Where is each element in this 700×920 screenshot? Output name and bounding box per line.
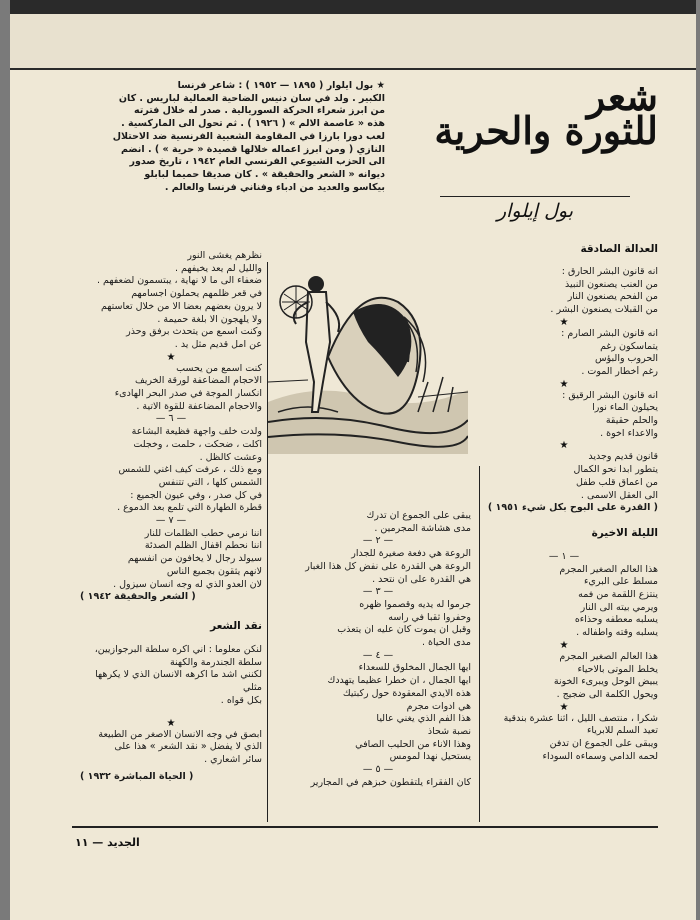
verse-line: هذا الفم الذي يغني عاليا	[376, 713, 471, 725]
title-rule	[440, 196, 630, 197]
title-line1: شعر	[586, 74, 658, 119]
verse-line: مسلط على البريء	[583, 576, 658, 588]
verse-line: سلطة الجندرمة والكهنة	[169, 656, 262, 668]
bio-line: هذه « عاصمة الالم » ( ١٩٢٦ ) . ثم تحول الى الماركسية .	[121, 118, 385, 130]
part-number: — ٦ —	[155, 413, 187, 425]
verse-line: نصبة شحاذ	[427, 725, 471, 737]
column-divider	[479, 466, 480, 822]
verse-line: من الفحم يصنعون النار	[567, 291, 658, 303]
verse-line: والليل لم يعد يخيفهم .	[174, 262, 262, 274]
verse-line: يخلط الموتى بالاحياء	[577, 663, 658, 675]
part-number: — ٤ —	[362, 649, 394, 661]
drawing-icon	[268, 262, 468, 454]
verse-line: يتماسكون رغم	[600, 340, 658, 352]
verse-line: ومع ذلك ، عرفت كيف اغني للشمس	[118, 464, 262, 476]
verse-line: نظرهم يغشى النور	[187, 250, 262, 261]
section-heading: نقد الشعر	[210, 619, 262, 632]
source-citation: ( الحياة المباشرة ١٩٣٢ )	[80, 770, 194, 782]
verse-line: والحلم حقيقة	[605, 415, 658, 427]
footer-dash: —	[88, 836, 104, 849]
verse-line: الروعة هي دفعة صغيرة للجدار	[351, 548, 471, 560]
star-separator: ★	[559, 701, 569, 713]
part-number: — ٧ —	[155, 515, 187, 527]
verse-line: الاحجام المضاعفة لورقة الخريف	[134, 375, 262, 387]
verse-line: رغم أخطار الموت .	[581, 365, 658, 377]
verse-line: ويبقى على الجموع ان تدفن	[549, 738, 658, 750]
star-separator: ★	[166, 717, 176, 729]
verse-line: يحيلون الماء نورا	[592, 402, 658, 414]
bio-line: من ابرز شعراء الحركة السوريالية . صدر له خلال فترته	[134, 105, 385, 117]
verse-line: يتطور ابدا نحو الكمال	[573, 464, 658, 476]
verse-line: لانهم يثقون بجميع الناس	[166, 565, 262, 577]
verse-line: هي ادوات مجرم	[406, 700, 471, 712]
verse-line: اكلت ، ضحكت ، حلمت ، وخجلت	[133, 438, 262, 450]
verse-line: انه قانون البشر الرقيق :	[562, 389, 658, 401]
verse-line: مدى هشاشة المجرمين .	[374, 522, 471, 534]
star-separator: ★	[559, 316, 569, 328]
verse-line: ايها الجمال ، ان خطرا عظيما يتهددك	[327, 675, 471, 687]
verse-line: الحروب والبؤس	[595, 353, 658, 365]
verse-line: الشمس كلها ، التي تتنفس	[158, 476, 262, 488]
header-band	[10, 14, 696, 70]
verse-line: لا يرون بعضهم بعضا الا من خلال تعاستهم	[100, 300, 262, 312]
verse-line: هذه الايدي المعقودة حول ركبتيك	[342, 687, 471, 699]
verse-line: انه قانون البشر الحارق :	[561, 266, 658, 277]
verse-line: ينتزع اللقمة من فمه	[578, 589, 658, 601]
bio-line: الى الحزب الشيوعي الفرنسي العام ١٩٤٢ ، تاريخ صدور	[129, 156, 385, 168]
verse-line: لحمه الدامي وسماءه السوداء	[542, 750, 658, 762]
verse-line: من القبلات يصنعون البشر .	[550, 304, 658, 316]
verse-line: ويرمي بيته الى النار	[580, 601, 658, 613]
verse-line: يسلبه وقته واطفاله .	[576, 627, 658, 639]
footer-rule	[72, 826, 658, 828]
verse-line: سيولد رجال لا يخافون من انفسهم	[127, 553, 262, 565]
bio-line: ★ بول ايلوار ( ١٨٩٥ — ١٩٥٢ ) : شاعر فرنسا	[177, 80, 385, 91]
verse-line: مدى الحياة .	[422, 637, 471, 649]
verse-line: تعيد السلم للابرياء	[586, 725, 658, 737]
verse-line: لنكن معلوما : اني اكره سلطة البرجوازيين،	[94, 643, 262, 655]
verse-line: في قعر ظلمهم يحملون اجسامهم	[131, 288, 262, 300]
verse-line: والاعداء اخوة .	[600, 427, 658, 439]
star-separator: ★	[166, 351, 176, 363]
verse-line: هي القدرة على ان نتحد .	[372, 573, 471, 585]
verse-line: انكسار الموجة في صدر البحر الهادىء	[114, 388, 262, 400]
star-separator: ★	[559, 440, 569, 452]
verse-line: وكنت اسمع من يتحدث برفق وحذر	[126, 326, 262, 338]
verse-line: وهذا الاناء من الحليب الصافي	[355, 738, 471, 750]
top-bar	[10, 0, 696, 14]
star-separator: ★	[559, 639, 569, 651]
verse-line: انه قانون البشر الصارم :	[561, 327, 658, 339]
verse-line: سائر اشعاري .	[204, 753, 262, 765]
author-signature: بول إيلوار	[496, 200, 574, 222]
verse-line: يستحيل نهدا لمومس	[389, 751, 471, 763]
bio-line: الكبير . ولد في سان دنيس الضاحية العمالية لباريس . كان	[118, 92, 385, 104]
verse-line: الى العقل الاسمى .	[580, 489, 658, 501]
verse-line: ويحول الكلمة الى ضجيج .	[556, 688, 658, 700]
part-number: — ٣ —	[362, 586, 394, 598]
author-bio	[85, 80, 385, 194]
bio-line: بيكاسو والعديد من ادباء وفناني فرنسا والعالم .	[164, 181, 385, 193]
verse-line: عن امل قديم مثل يد .	[174, 338, 262, 350]
column-left	[80, 250, 262, 783]
column-right	[470, 243, 658, 764]
magazine-page	[10, 0, 696, 920]
verse-line: اننا نرمي حطب الظلمات للنار	[144, 527, 262, 539]
page-number: ١١	[75, 836, 89, 849]
verse-line: والاحجام المضاعفة للقوة الاتية .	[136, 400, 262, 412]
verse-line: جرموا له يديه وقصموا ظهره	[359, 598, 471, 610]
footer	[75, 836, 140, 849]
verse-line: ولدت خلف واجهة فظيعة البشاعة	[131, 426, 262, 438]
column-middle	[285, 510, 471, 789]
verse-line: اننا نحطم اقفال الظلم الصدئة	[144, 540, 262, 552]
verse-line: كان الفقراء يلتقطون خبزهم في المجارير	[310, 776, 471, 788]
verse-line: يبقى على الجموع ان تدرك	[366, 510, 471, 521]
verse-line: لكنني اشد ما اكرهه الانسان الذي لا يكرهها	[95, 669, 262, 681]
star-separator: ★	[559, 378, 569, 390]
verse-line: لان العدو الذي له وجه انسان سيزول .	[113, 578, 262, 590]
column-divider	[267, 262, 268, 822]
section-heading: الليلة الاخيرة	[591, 526, 658, 539]
verse-line: كنت اسمع من يحسب	[176, 362, 262, 374]
illustration	[268, 262, 468, 454]
verse-line: قانون قديم وجديد	[588, 451, 658, 463]
verse-line: ابصق في وجه الانسان الاصغر من الطبيعة	[98, 728, 262, 740]
verse-line: وحفروا ثقبا في راسه	[388, 611, 471, 623]
verse-line: الذي لا يفضل « نقد الشعر » هذا على	[114, 741, 262, 753]
part-number: — ٢ —	[362, 535, 394, 547]
verse-line: وعشت كالظل .	[199, 451, 262, 463]
verse-line: في كل صدر ، وفي عيون الجميع :	[130, 489, 262, 501]
verse-line: هذا العالم الصغير المجرم	[559, 650, 658, 662]
verse-line: ولا يلهجون الا بلغة حميمة .	[157, 313, 262, 325]
bio-line: لعب دورا بارزا في المقاومة الشعبية الفرنسية ضد الاحتلال	[112, 130, 385, 142]
verse-line: ايها الجمال المخلوق للسعداء	[358, 662, 471, 674]
verse-line: الروعة هي القدرة على نفض كل هذا الغبار	[305, 560, 471, 572]
verse-line: هذا العالم الصغير المجرم	[559, 563, 658, 575]
verse-line: شكرا ، منتصف الليل ، اثنا عشرة بندقية	[503, 712, 658, 724]
title-line2: للثورة والحرية	[434, 108, 658, 153]
bio-line: النازي ( ومن ابرز اعماله خلالها قصيدة « حرية » ) . انضم	[121, 143, 385, 155]
verse-line: مثلي	[242, 682, 262, 694]
bio-line: ديوانه « الشعر والحقيقة » . كان صديقا حميما لبابلو	[144, 168, 385, 180]
part-number: — ١ —	[548, 550, 580, 562]
section-heading: العدالة الصادقة	[580, 243, 658, 255]
verse-line: يسلبه معطفه وحذاءه	[574, 614, 658, 626]
verse-line: ضعفاء الى ما لا نهاية ، يبتسمون لضعفهم .	[96, 275, 262, 287]
verse-line: بكل قواه .	[220, 694, 262, 706]
part-number: — ٥ —	[362, 764, 394, 776]
source-citation: ( القدرة على البوح بكل شيء ١٩٥١ )	[487, 502, 658, 514]
verse-line: قطرة الطهارة التي تلمع بعد الدموع .	[117, 502, 262, 514]
verse-line: من اعماق قلب طفل	[575, 476, 658, 488]
verse-line: وقبل ان يموت كان عليه ان يتعذب	[337, 624, 471, 636]
source-citation: ( الشعر والحقيقة ١٩٤٢ )	[80, 591, 196, 603]
verse-line: من العنب يصنعون النبيذ	[564, 278, 658, 290]
verse-line: يبيض الوحل ويبرىء الخونة	[553, 676, 658, 688]
magazine-name: الجديد	[107, 836, 140, 849]
